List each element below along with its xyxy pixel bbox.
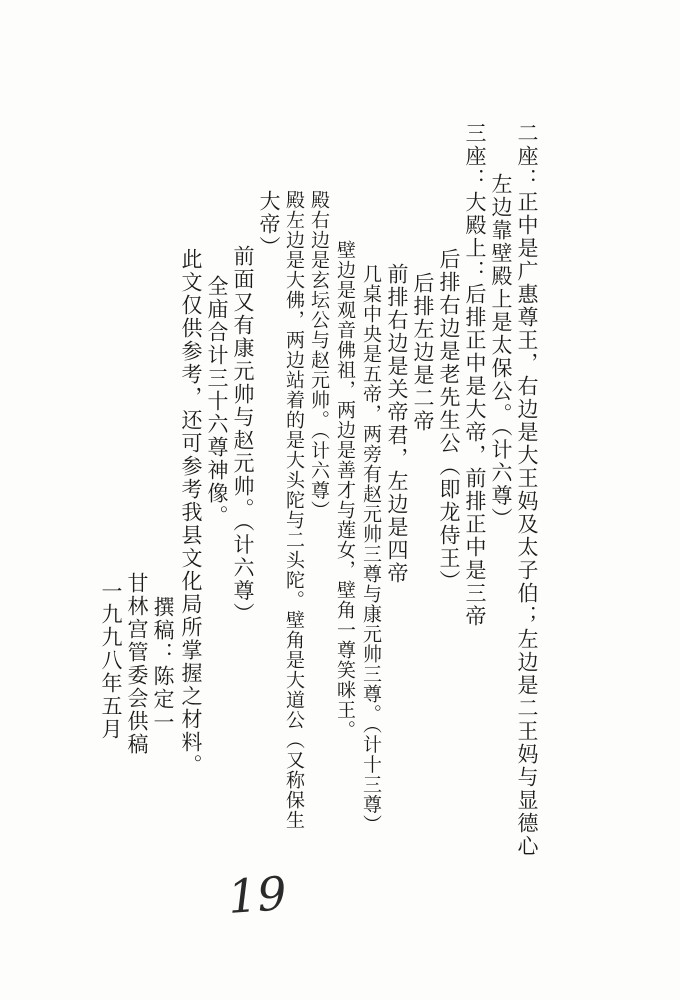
author-line: 撰稿：陈定一 xyxy=(151,596,175,734)
text-column-12: 前面又有康元帅与赵元帅。（计六尊） xyxy=(231,245,255,626)
text-column-4: 后排右边是老先生公（即龙侍王） xyxy=(437,248,461,593)
text-column-10: 殿左边是大佛，两边站着的是大头陀与二头陀。壁角是大道公（又称保生 xyxy=(283,190,305,830)
date-line: 一九九八年五月 xyxy=(99,580,123,741)
text-column-9: 殿右边是玄坛公与赵元帅。（计六尊） xyxy=(308,190,330,521)
text-column-7: 几桌中央是五帝，两旁有赵元帅三尊与康元帅三尊。（计十三尊） xyxy=(360,264,382,835)
text-column-13: 全庙合计三十六尊神像。 xyxy=(205,275,229,528)
text-column-2: 左边靠壁殿上是太保公。（计六尊） xyxy=(489,173,513,531)
text-column-3: 三座：大殿上：后排正中是大帝，前排正中是三帝 xyxy=(463,122,487,628)
text-column-8: 壁边是观音佛祖，两边是善才与莲女，壁角一尊笑咪王。 xyxy=(334,240,356,740)
text-column-14: 此文仅供参考，还可参考我县文化局所掌握之材料。 xyxy=(179,248,203,777)
text-column-1: 二座：正中是广惠尊王，右边是大王妈及太子伯；左边是二王妈与显德心 xyxy=(515,122,539,858)
supplier-line: 甘林宫管委会供稿 xyxy=(125,572,149,756)
page-number: 19 xyxy=(226,866,289,924)
text-column-5: 后排左边是二帝 xyxy=(411,272,435,433)
text-column-11: 大帝） xyxy=(257,190,281,259)
text-column-6: 前排右边是关帝君，左边是四帝 xyxy=(385,263,409,585)
